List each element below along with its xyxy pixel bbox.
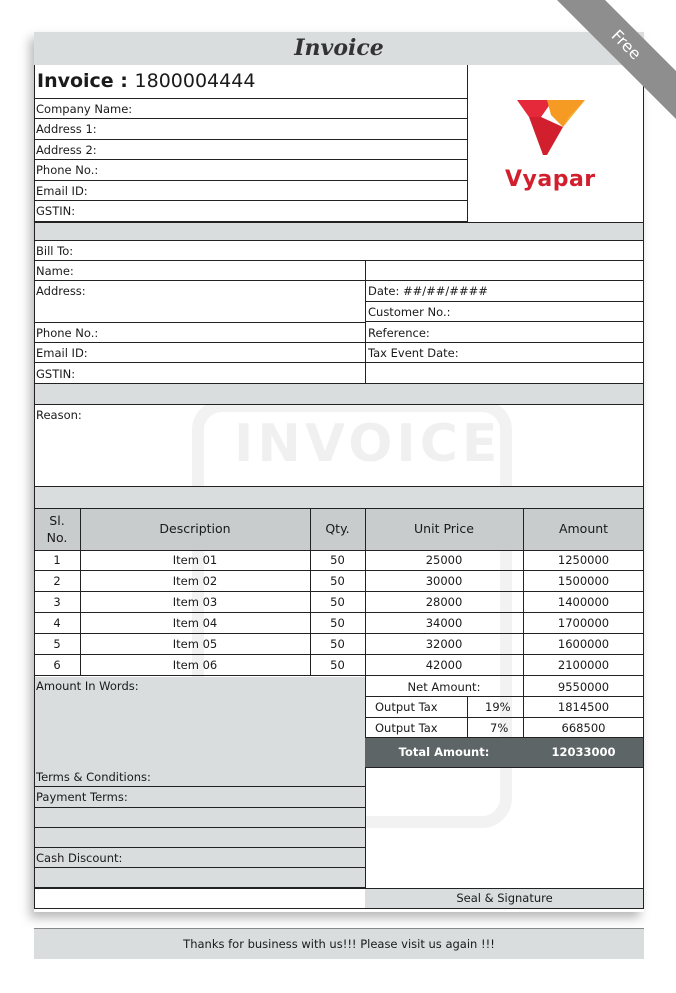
customer-no-label: Customer No.: bbox=[368, 305, 451, 319]
cell-description: Item 06 bbox=[172, 658, 218, 672]
cell-description: Item 05 bbox=[172, 637, 218, 651]
cell-amount: 1600000 bbox=[557, 637, 610, 651]
tax-event-date-label: Tax Event Date: bbox=[368, 346, 459, 360]
header-qty: Qty. bbox=[325, 521, 350, 536]
cell-description: Item 01 bbox=[172, 553, 218, 567]
address1-row bbox=[34, 119, 467, 140]
cell-unit-price: 30000 bbox=[425, 574, 463, 588]
address1-label: Address 1: bbox=[36, 122, 97, 136]
tax2-amount: 668500 bbox=[561, 721, 606, 735]
free-ribbon-label: Free bbox=[550, 0, 676, 121]
company-name-label: Company Name: bbox=[36, 102, 133, 116]
invoice-sheet bbox=[34, 32, 644, 912]
company-email-row bbox=[34, 181, 467, 201]
customer-no-row bbox=[365, 302, 644, 322]
company-email-label: Email ID: bbox=[36, 184, 88, 198]
table-row bbox=[34, 592, 644, 613]
spacer-bar bbox=[34, 384, 644, 404]
cell-amount: 2100000 bbox=[557, 658, 610, 672]
header-amount: Amount bbox=[558, 521, 609, 536]
cell-description: Item 03 bbox=[172, 595, 218, 609]
cash-discount-row bbox=[34, 848, 365, 868]
cell-sl: 3 bbox=[53, 595, 61, 609]
seal-label: Seal & Signature bbox=[456, 891, 553, 905]
brand-name: Vyapar bbox=[505, 167, 596, 192]
bill-gstin-label: GSTIN: bbox=[36, 367, 76, 381]
company-gstin-label: GSTIN: bbox=[36, 204, 76, 218]
cell-unit-price: 25000 bbox=[425, 553, 463, 567]
seal-bar bbox=[365, 888, 644, 908]
reference-label: Reference: bbox=[368, 326, 430, 340]
blank-row bbox=[34, 868, 365, 888]
invoice-number-row bbox=[34, 65, 467, 99]
tax1-amount: 1814500 bbox=[557, 700, 610, 714]
bill-gstin-row bbox=[34, 363, 644, 384]
cell-unit-price: 32000 bbox=[425, 637, 463, 651]
net-amount-row bbox=[365, 677, 644, 697]
table-row bbox=[34, 613, 644, 634]
bill-phone-row bbox=[34, 322, 644, 343]
address2-label: Address 2: bbox=[36, 143, 97, 157]
spacer-bar bbox=[34, 486, 644, 508]
amount-in-words-label: Amount In Words: bbox=[36, 679, 139, 693]
page-title: Invoice bbox=[34, 32, 644, 65]
cell-qty: 50 bbox=[330, 658, 345, 672]
thanks-footer bbox=[34, 928, 644, 959]
cell-amount: 1500000 bbox=[557, 574, 610, 588]
header-unit-price: Unit Price bbox=[414, 521, 474, 536]
company-phone-row bbox=[34, 160, 467, 181]
cell-description: Item 04 bbox=[172, 616, 218, 630]
company-gstin-row bbox=[34, 201, 467, 222]
total-amount-label: Total Amount: bbox=[398, 745, 490, 759]
cell-amount: 1250000 bbox=[557, 553, 610, 567]
terms-row bbox=[34, 767, 365, 787]
address2-row bbox=[34, 140, 467, 160]
cell-sl: 5 bbox=[53, 637, 61, 651]
invoice-label: Invoice : bbox=[37, 70, 135, 92]
bill-name-label: Name: bbox=[36, 264, 74, 278]
header-sl: Sl. No. bbox=[46, 513, 68, 545]
watermark-text: INVOICE bbox=[234, 414, 502, 474]
blank-row bbox=[34, 828, 365, 848]
company-name-row bbox=[34, 99, 467, 119]
total-amount-value: 12033000 bbox=[551, 745, 616, 759]
cell-qty: 50 bbox=[330, 616, 345, 630]
bill-name-row bbox=[34, 261, 644, 281]
bill-to-heading: Bill To: bbox=[36, 244, 74, 258]
table-row bbox=[34, 550, 644, 571]
cell-sl: 6 bbox=[53, 658, 61, 672]
cell-sl: 4 bbox=[53, 616, 61, 630]
tax1-rate: 19% bbox=[485, 700, 511, 714]
cell-unit-price: 28000 bbox=[425, 595, 463, 609]
spacer-bar bbox=[34, 222, 644, 240]
bill-to-row bbox=[34, 240, 644, 261]
total-amount-row bbox=[365, 738, 644, 767]
thanks-text: Thanks for business with us!!! Please visit us again !!! bbox=[183, 937, 495, 951]
table-row bbox=[34, 634, 644, 655]
blank-row bbox=[34, 808, 365, 828]
reason-label: Reason: bbox=[36, 408, 82, 422]
cell-unit-price: 42000 bbox=[425, 658, 463, 672]
cell-unit-price: 34000 bbox=[425, 616, 463, 630]
cash-discount-label: Cash Discount: bbox=[36, 851, 123, 865]
cell-description: Item 02 bbox=[172, 574, 218, 588]
bill-email-label: Email ID: bbox=[36, 346, 88, 360]
cell-amount: 1700000 bbox=[557, 616, 610, 630]
date-label: Date: ##/##/#### bbox=[368, 284, 488, 298]
bill-phone-label: Phone No.: bbox=[36, 326, 99, 340]
net-amount-value: 9550000 bbox=[557, 680, 610, 694]
company-phone-label: Phone No.: bbox=[36, 163, 99, 177]
terms-label: Terms & Conditions: bbox=[36, 770, 151, 784]
net-amount-label: Net Amount: bbox=[407, 680, 481, 694]
cell-sl: 1 bbox=[53, 553, 61, 567]
invoice-number: 1800004444 bbox=[134, 70, 256, 92]
header-description: Description bbox=[159, 521, 231, 536]
cell-qty: 50 bbox=[330, 574, 345, 588]
bill-email-row bbox=[34, 343, 644, 363]
table-row bbox=[34, 655, 644, 676]
payment-terms-label: Payment Terms: bbox=[36, 790, 128, 804]
items-table-header bbox=[34, 508, 644, 550]
free-ribbon bbox=[546, 0, 676, 130]
tax2-row bbox=[365, 718, 644, 738]
tax1-row bbox=[365, 697, 644, 718]
cell-amount: 1400000 bbox=[557, 595, 610, 609]
date-row bbox=[365, 281, 644, 302]
payment-terms-row bbox=[34, 787, 365, 808]
table-row bbox=[34, 571, 644, 592]
cell-qty: 50 bbox=[330, 553, 345, 567]
cell-sl: 2 bbox=[53, 574, 61, 588]
bill-address-label: Address: bbox=[36, 284, 86, 298]
cell-qty: 50 bbox=[330, 595, 345, 609]
tax2-label: Output Tax bbox=[375, 721, 438, 735]
tax1-label: Output Tax bbox=[375, 700, 438, 714]
cell-qty: 50 bbox=[330, 637, 345, 651]
tax2-rate: 7% bbox=[490, 721, 509, 735]
